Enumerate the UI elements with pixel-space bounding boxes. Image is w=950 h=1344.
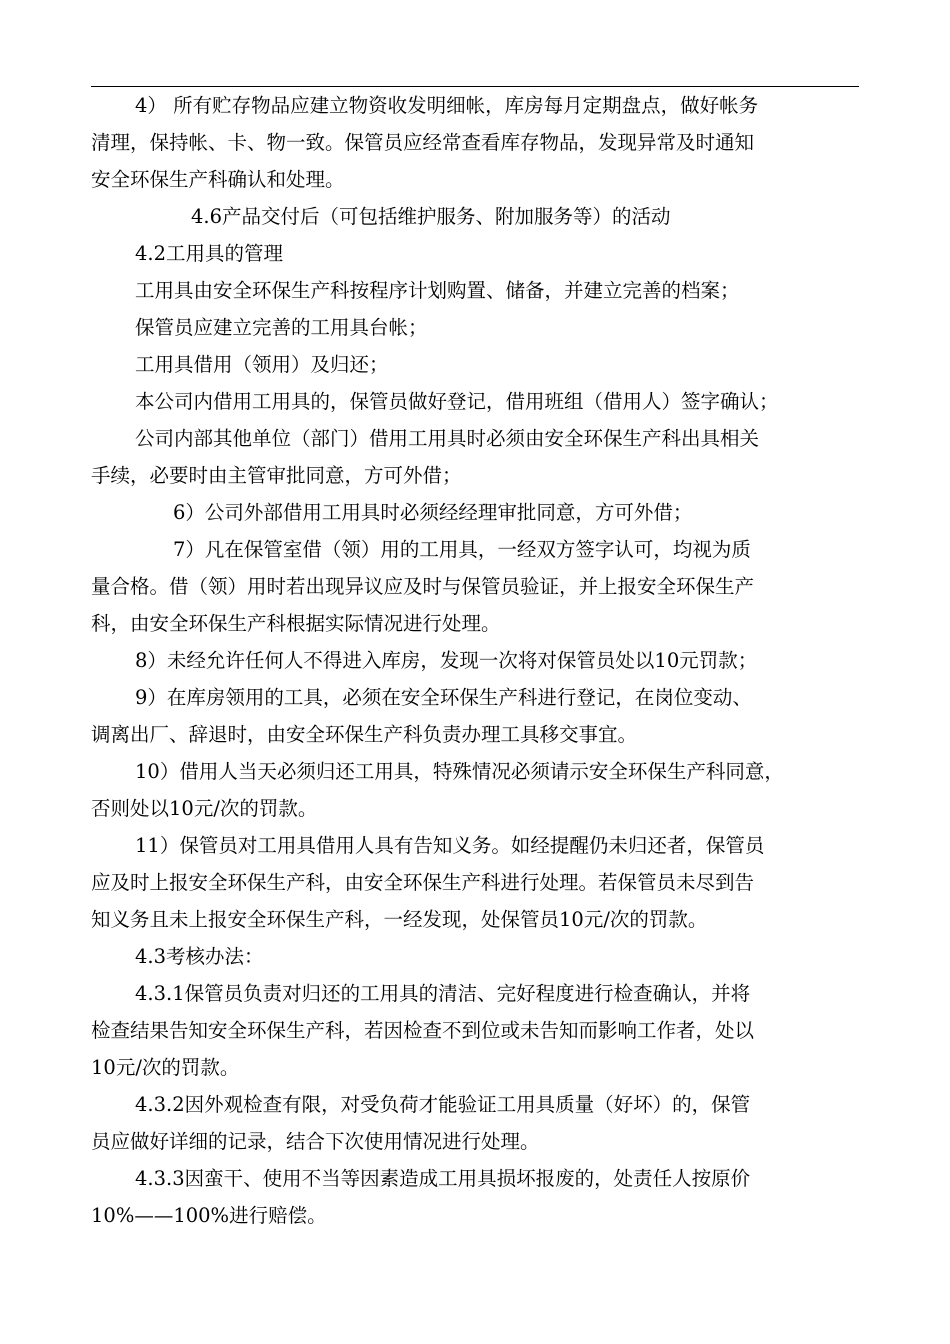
text-line: 检查结果告知安全环保生产科，若因检查不到位或未告知而影响工作者，处以	[91, 1019, 755, 1042]
text-line: 4） 所有贮存物品应建立物资收发明细帐，库房每月定期盘点，做好帐务	[135, 94, 759, 117]
text-line: 科，由安全环保生产科根据实际情况进行处理。	[91, 612, 501, 635]
text-line: 否则处以10元/次的罚款。	[91, 797, 318, 820]
text-line: 7）凡在保管室借（领）用的工用具，一经双方签字认可，均视为质	[173, 538, 751, 561]
text-line: 调离出厂、辞退时，由安全环保生产科负责办理工具移交事宜。	[91, 723, 638, 746]
text-line: 4.3考核办法：	[135, 945, 264, 968]
text-line: 应及时上报安全环保生产科，由安全环保生产科进行处理。若保管员未尽到告	[91, 871, 755, 894]
text-line: 保管员应建立完善的工用具台帐；	[135, 316, 428, 339]
text-line: 10）借用人当天必须归还工用具，特殊情况必须请示安全环保生产科同意，	[135, 760, 784, 783]
text-line: 4.3.1保管员负责对归还的工用具的清洁、完好程度进行检查确认，并将	[135, 982, 751, 1005]
text-line: 10%——100%进行赔偿。	[91, 1204, 327, 1227]
text-line: 4.3.2因外观检查有限，对受负荷才能验证工用具质量（好坏）的，保管	[135, 1093, 751, 1116]
text-line: 4.3.3因蛮干、使用不当等因素造成工用具损坏报废的，处责任人按原价	[135, 1167, 751, 1190]
text-line: 公司内部其他单位（部门）借用工用具时必须由安全环保生产科出具相关	[135, 427, 760, 450]
document-body	[91, 87, 861, 1234]
text-line: 4.6产品交付后（可包括维护服务、附加服务等）的活动	[191, 205, 671, 228]
text-line: 员应做好详细的记录，结合下次使用情况进行处理。	[91, 1130, 540, 1153]
text-line: 手续，必要时由主管审批同意，方可外借；	[91, 464, 462, 487]
text-line: 工用具由安全环保生产科按程序计划购置、储备，并建立完善的档案；	[135, 279, 740, 302]
text-line: 工用具借用（领用）及归还；	[135, 353, 389, 376]
text-line: 10元/次的罚款。	[91, 1056, 240, 1079]
text-line: 8）未经允许任何人不得进入库房，发现一次将对保管员处以10元罚款；	[135, 649, 758, 672]
text-line: 9）在库房领用的工具，必须在安全环保生产科进行登记，在岗位变动、	[135, 686, 752, 709]
text-line: 6）公司外部借用工用具时必须经经理审批同意，方可外借；	[173, 501, 693, 524]
text-line: 安全环保生产科确认和处理。	[91, 168, 345, 191]
text-line: 本公司内借用工用具的，保管员做好登记，借用班组（借用人）签字确认；	[135, 390, 779, 413]
text-line: 4.2工用具的管理	[135, 242, 284, 265]
text-line: 知义务且未上报安全环保生产科，一经发现，处保管员10元/次的罚款。	[91, 908, 708, 931]
text-line: 11）保管员对工用具借用人具有告知义务。如经提醒仍未归还者，保管员	[135, 834, 765, 857]
text-line: 量合格。借（领）用时若出现异议应及时与保管员验证，并上报安全环保生产	[91, 575, 755, 598]
text-line: 清理，保持帐、卡、物一致。保管员应经常查看库存物品，发现异常及时通知	[91, 131, 755, 154]
